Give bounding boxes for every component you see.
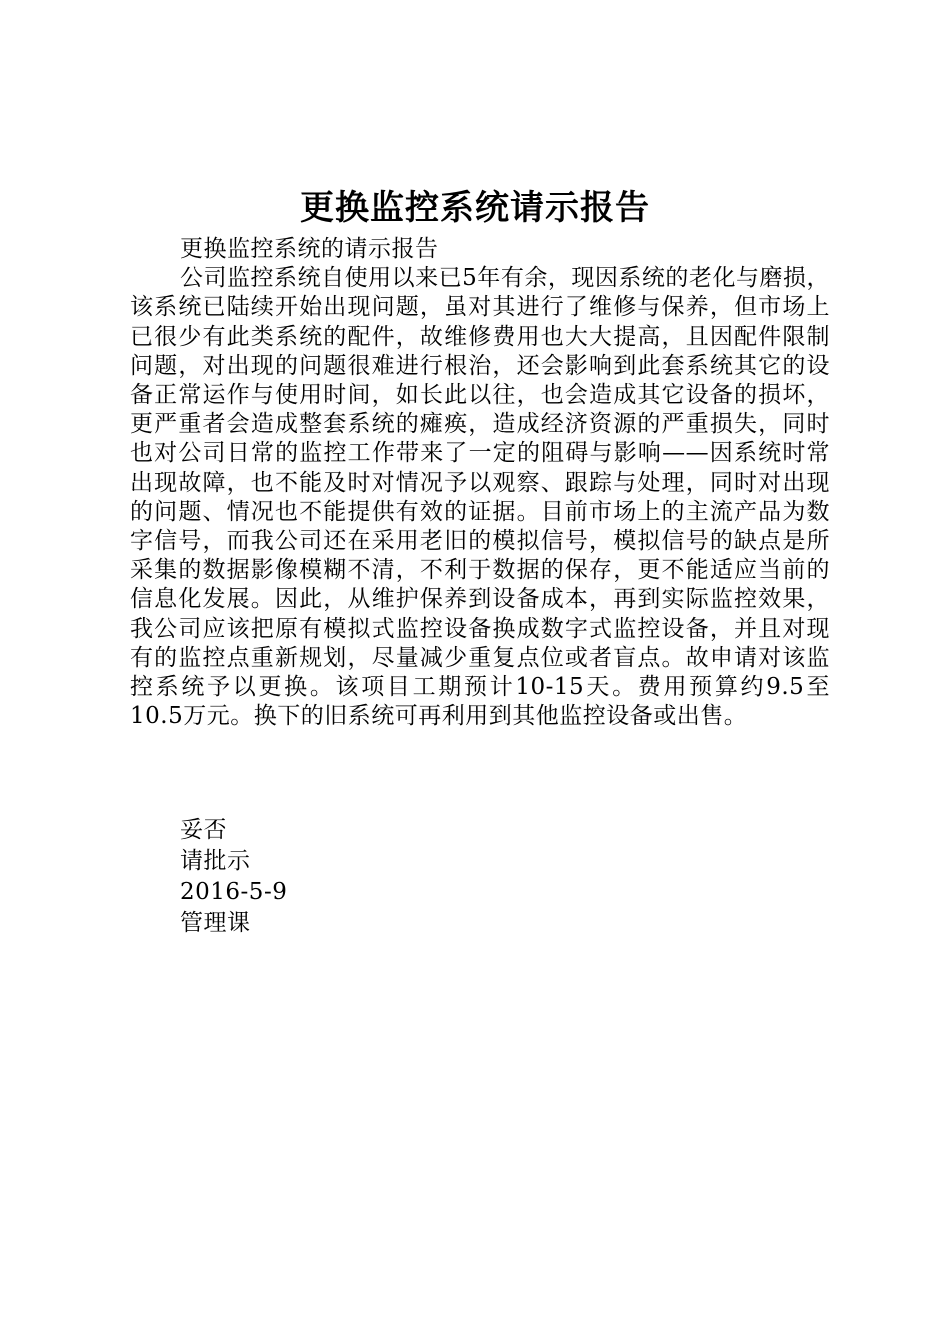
closing-date: 2016-5-9 [180,879,288,905]
closing-line-pishi: 请批示 [180,848,251,874]
closing-signature: 管理课 [180,910,251,936]
document-subtitle: 更换监控系统的请示报告 [180,236,439,262]
body-paragraph: 公司监控系统自使用以来已5年有余，现因系统的老化与磨损，该系统已陆续开始出现问题，虽对其进行了维修与保养，但市场上已很少有此类系统的配件，故维修费用也大大提高，且因配件限制问题，对出现的问题很难进行根治，还会影响到此套系统其它的设备正常运作与使用时间，如长此以往，也会造成其它设备的损坏，更严重者会造成整套系统的瘫痪，造成经济资源的严重损失，同时也对公司日常的监控工作带来了一定的阻碍与影响——因系统时常出现故障，也不能及时对情况予以观察、跟踪与处理，同时对出现的问题、情况也不能提供有效的证据。目前市场上的主流产品为数字信号，而我公司还在采用老旧的模拟信号，模拟信号的缺点是所采集的数据影像模糊不清，不利于数据的保存，更不能适应当前的信息化发展。因此，从维护保养到设备成本，再到实际监控效果，我公司应该把原有模拟式监控设备换成数字式监控设备，并且对现有的监控点重新规划，尽量减少重复点位或者盲点。故申请对该监控系统予以更换。该项目工期预计10-15天。费用预算约9.5至10.5万元。换下的旧系统可再利用到其他监控设备或出售。 [130,265,830,730]
closing-line-tuofou: 妥否 [180,817,227,843]
document-title: 更换监控系统请示报告 [300,188,650,228]
closing-block [180,815,287,939]
document-body [130,235,830,731]
